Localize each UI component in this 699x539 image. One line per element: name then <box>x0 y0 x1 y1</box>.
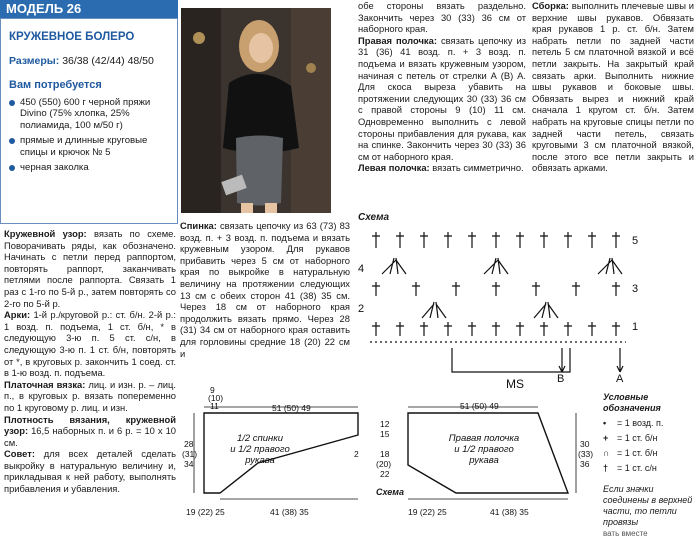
marker-a: A <box>616 373 624 385</box>
svg-text:и 1/2 правого: и 1/2 правого <box>454 444 514 455</box>
paragraph: обе стороны вязать раздельно. Закончить через 30 (33) 36 см от наборного края. <box>358 0 526 35</box>
svg-text:(10): (10) <box>208 393 224 403</box>
svg-text:30: 30 <box>580 439 590 449</box>
svg-text:рукава: рукава <box>469 455 499 466</box>
paragraph: Совет: для всех деталей сделать выкройку в натуральную величину и, прикладывая к ней работу, выполнять прибавления и убавления. <box>4 448 176 495</box>
crochet-scheme <box>356 222 656 397</box>
paragraph: Арки: 1-й р./круговой р.: ст. б/н. 2-й р.: 1 возд. п. подъема, 1 ст. б/н, * в следующую 3-ю п. 5 ст. с/н, в следующую 3-ю п. 1 ст. б/н, повторять от *, в круговых р. закончить 1 соед. ст. в 1-ю возд. п. подъема. <box>4 309 176 379</box>
row-label-1: 1 <box>632 321 639 333</box>
svg-text:2: 2 <box>354 449 359 459</box>
model-header: МОДЕЛЬ 26 <box>0 0 178 18</box>
paragraph: Правая полочка: связать цепочку из 31 (36) 41 возд. п. + 3 возд. п. подъема и вязать кружевным узором, начиная с петель от стрелки А (В) А. Для скоса выреза убавить на протяжении следующих 30 (33) 36 см с правой стороны 9 (10) 11 см. Одновременно выполнить с левой стороны прибавления для рукава, как на спинке. Закончить через 30 (33) 36 см от наборного края. <box>358 34 526 162</box>
svg-text:(31): (31) <box>182 449 198 459</box>
material-item: 450 (550) 600 г черной пряжи Divino (75% хлопка, 25% полиамида, 100 м/50 г) <box>9 97 169 131</box>
paragraph: Кружевной узор: вязать по схеме. Поворачивать ряды, как обозначено. Начинать с петли перед раппортом, повторять раппорт, заканчивать петлями после раппорта. Связать 1 раз с 1-го по 5-й р., затем повторять со 2-го по 5-й р. <box>4 228 176 309</box>
row-label-5: 5 <box>632 235 639 247</box>
pattern-front <box>372 385 602 533</box>
text-column-3 <box>358 0 526 174</box>
legend <box>603 392 697 539</box>
paragraph: Платочная вязка: лиц. и изн. р. – лиц. п., в круговых р. вязать попеременно по 1 круговому р. лиц. и изн. <box>4 378 177 413</box>
pattern-back <box>180 385 365 533</box>
svg-text:15: 15 <box>380 429 390 439</box>
svg-text:18: 18 <box>380 449 390 459</box>
material-item: прямые и длинные круговые спицы и крючок № 5 <box>9 135 169 158</box>
info-box <box>0 18 178 224</box>
sizes-value: 36/38 (42/44) 48/50 <box>62 55 154 67</box>
paragraph: Спинка: связать цепочку из 63 (73) 83 возд. п. + 3 возд. п. подъема и вязать кружевным узором. Для рукавов прибавить через 5 см от наборного края по выкройке в натуральную величину на протяжении следующих 13 см с обеих сторон 41 (38) 35 см. Через 18 см от наборного края продолжить вязать прямо. Через 28 (31) 34 см от наборного края оставить для горловины средние 18 (20) 22 см и <box>180 220 350 359</box>
text-column-4 <box>532 0 694 174</box>
svg-text:36: 36 <box>580 459 590 469</box>
svg-text:41 (38) 35: 41 (38) 35 <box>490 507 529 517</box>
materials-list <box>9 97 169 173</box>
sizes-label: Размеры: <box>9 55 60 67</box>
between-label: Схема <box>376 487 404 497</box>
project-title: КРУЖЕВНОЕ БОЛЕРО <box>9 31 135 43</box>
svg-text:34: 34 <box>184 459 194 469</box>
marker-ms: MS <box>506 377 524 391</box>
row-label-4: 4 <box>358 263 365 275</box>
legend-item: + = 1 ст. б/н <box>603 433 658 443</box>
svg-text:28: 28 <box>184 439 194 449</box>
svg-text:рукава: рукава <box>245 455 275 466</box>
row-label-2: 2 <box>358 303 365 315</box>
svg-text:1/2 спинки: 1/2 спинки <box>236 433 284 444</box>
svg-text:19 (22) 25: 19 (22) 25 <box>408 507 447 517</box>
paragraph: Плотность вязания, кружевной узор: 16,5 наборных п. и 6 р. = 10 х 10 см. <box>4 413 176 448</box>
legend-item: ∩ = 1 ст. б/н <box>603 448 658 458</box>
text-column-1 <box>4 228 176 495</box>
materials-title: Вам потребуется <box>9 79 102 91</box>
svg-text:12: 12 <box>380 419 390 429</box>
text-column-2 <box>180 220 350 359</box>
legend-item: • = 1 возд. п. <box>603 418 664 428</box>
svg-text:(33): (33) <box>578 449 594 459</box>
svg-text:11: 11 <box>210 401 219 411</box>
svg-text:(20): (20) <box>376 459 392 469</box>
model-photo-illustration <box>181 8 331 213</box>
svg-text:9: 9 <box>210 385 215 395</box>
svg-text:Правая полочка: Правая полочка <box>448 433 520 444</box>
svg-text:51 (50) 49: 51 (50) 49 <box>272 403 311 413</box>
paragraph: Сборка: выполнить плечевые швы и верхние швы рукавов. Обвязать края рукавов 1 р. ст. б/н. Затем набрать петли по задней части петель 5 см платочной вязкой и всё петли закрыть. На закрытый край связать арки. Выполнить нижние швы рукавов и боковые швы. Обвязать вырез и нижний край сначала 1 кругом ст. б/н. Затем набрать на круговые спицы петли по задней части петель, связать круговыми 3 см платочной вязкой, после этого все петли закрыть и обвязать арками. <box>532 0 694 174</box>
svg-text:19 (22) 25: 19 (22) 25 <box>186 507 225 517</box>
svg-text:41 (38) 35: 41 (38) 35 <box>270 507 309 517</box>
model-photo <box>181 8 331 213</box>
sizes-line <box>9 55 154 67</box>
paragraph: Левая полочка: вязать симметрично. <box>358 162 524 174</box>
svg-text:51 (50) 49: 51 (50) 49 <box>460 401 499 411</box>
marker-b: B <box>557 373 565 385</box>
material-item: черная заколка <box>9 162 169 173</box>
legend-title: Условные обозначения <box>603 392 661 413</box>
legend-note: Если значки соединены в верхней части, то петли провязы <box>603 484 693 527</box>
legend-item: † = 1 ст. с/н <box>603 463 657 473</box>
scheme-title: Схема <box>358 212 390 223</box>
row-label-3: 3 <box>632 283 639 295</box>
svg-text:22: 22 <box>380 469 390 479</box>
legend-note-end: вать вместе <box>603 529 648 538</box>
svg-text:и 1/2 правого: и 1/2 правого <box>230 444 290 455</box>
